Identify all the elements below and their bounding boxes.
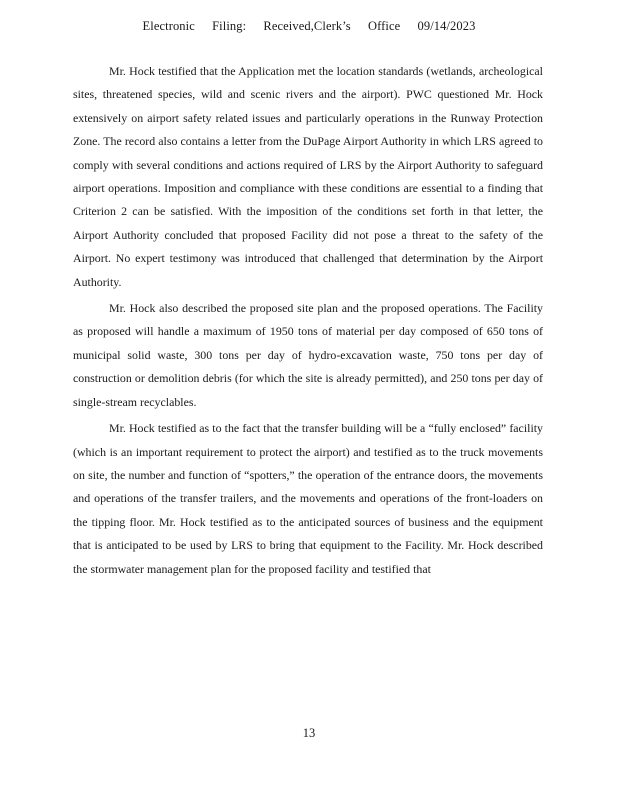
paragraph-transfer-building: Mr. Hock testified as to the fact that the transfer building will be a “fully enclosed” facility (which is an important requirement to protect the airport) and testified as to the truck movements on site, the number and function of “spotters,” the operation of the entrance doors, the movements and operations of the transfer trailers, and the movements and operations of the front-loaders on the tipping floor. Mr. Hock testified as to the anticipated sources of business and the equipment that is anticipated to be used by LRS to bring that equipment to the Facility. Mr. Hock described the stormwater management plan for the proposed facility and testified that <box>73 421 543 576</box>
paragraph-location-standards: Mr. Hock testified that the Application met the location standards (wetlands, archeological sites, threatened species, wild and scenic rivers and the airport). PWC questioned Mr. Hock extensively on airport safety related issues and particularly operations in the Runway Protection Zone. The record also contains a letter from the DuPage Airport Authority in which LRS agreed to comply with several conditions and actions required of LRS by the Airport Authority to safeguard airport operations. Imposition and compliance with these conditions are essential to a finding that Criterion 2 can be satisfied. With the imposition of the conditions set forth in that letter, the Airport Authority concluded that proposed Facility did not pose a threat to the safety of the Airport. No expert testimony was introduced that challenged that determination by the Airport Authority. <box>73 64 543 289</box>
header-electronic: Electronic <box>142 19 195 33</box>
header-filing: Filing: <box>212 19 247 33</box>
paragraph-site-plan: Mr. Hock also described the proposed site plan and the proposed operations. The Facility as proposed will handle a maximum of 1950 tons of material per day composed of 650 tons of municipal solid waste, 300 tons per day of hydro-excavation waste, 750 tons per day of construction or demolition debris (for which the site is already permitted), and 250 tons per day of single-stream recyclables. <box>73 301 543 409</box>
header-date: 09/14/2023 <box>417 19 476 33</box>
header-received-clerks: Received,Clerk’s <box>263 19 351 33</box>
page-number: 13 <box>302 726 316 740</box>
header-office: Office <box>367 19 401 33</box>
filing-header <box>0 19 618 34</box>
document-body <box>73 60 543 581</box>
